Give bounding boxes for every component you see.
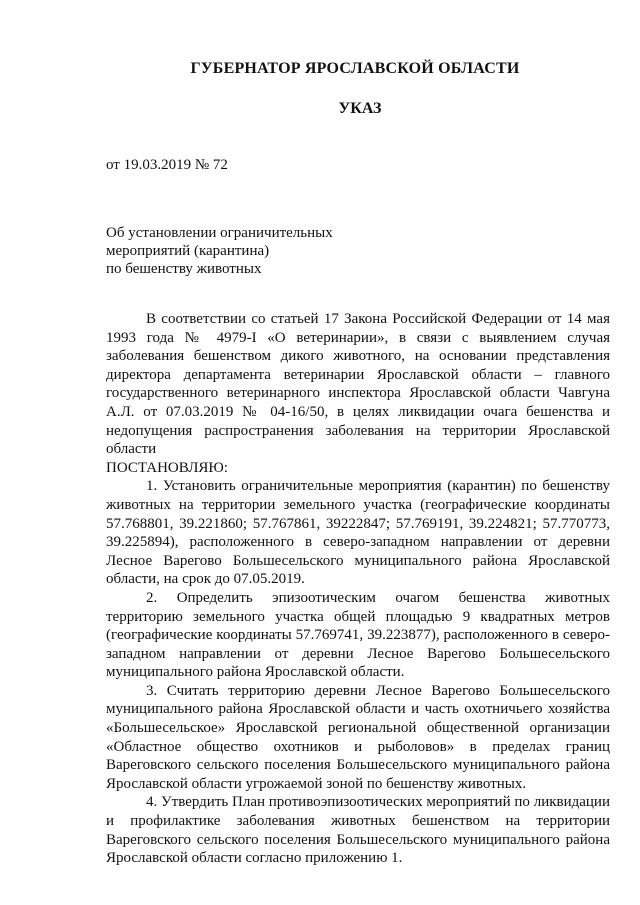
document-subject — [106, 224, 333, 278]
document-type: УКАЗ — [338, 100, 382, 117]
subject-line: Об установлении ограничительных — [106, 225, 333, 241]
document-date-number: от 19.03.2019 № 72 — [106, 157, 228, 173]
preamble-paragraph: В соответствии со статьей 17 Закона Российской Федерации от 14 мая 1993 года № 4979-I «О ветеринарии», в связи с выявлением случая заболевания бешенством дикого животного, на основании представления директора департамента ветеринарии Ярославской области – главного государственного ветеринарного инспектора Ярославской области Чавгуна А.Л. от 07.03.2019 № 04-16/50, в целях ликвидации очага бешенства и недопущения распространения заболевания на территории Ярославской области — [106, 311, 610, 458]
subject-line: по бешенству животных — [106, 261, 262, 277]
subject-line: мероприятий (карантина) — [106, 243, 270, 259]
clause-3: 3. Считать территорию деревни Лесное Варегово Большесельского муниципального района Ярославской области и часть охотничьего хозяйства «Большесельское» Ярославской региональной общественной организации «Областное общество охотников и рыболовов» в пределах границ Вареговского сельского поселения Большесельского муниципального района Ярославской области угрожаемой зоной по бешенству животных. — [106, 682, 610, 792]
clause-1: 1. Установить ограничительные мероприятия (карантин) по бешенству животных на территории земельного участка (географические координаты 57.768801, 39.221860; 57.767861, 39222847; 57.769191, 39.224821; 57.770773, 39.225894), расположенного в северо-западном направлении от деревни Лесное Варегово Большесельского муниципального района Ярославской области, на срок до 07.05.2019. — [106, 478, 610, 588]
issuer-title: ГУБЕРНАТОР ЯРОСЛАВСКОЙ ОБЛАСТИ — [190, 60, 520, 77]
clause-4: 4. Утвердить План противоэпизоотических мероприятий по ликвидации и профилактике заболевания животных бешенством на территории Вареговского сельского поселения Большесельского муниципального района Ярославской области согласно приложению 1. — [106, 794, 610, 867]
resolves-heading: ПОСТАНОВЛЯЮ: — [106, 459, 228, 476]
clause-2: 2. Определить эпизоотическим очагом бешенства животных территорию земельного участка общей площадью 9 квадратных метров (географические координаты 57.769741, 39.223877), расположенного в северо-западном направлении от деревни Лесное Варегово Большесельского муниципального района Ярославской области. — [106, 589, 610, 681]
document-body — [106, 310, 610, 868]
